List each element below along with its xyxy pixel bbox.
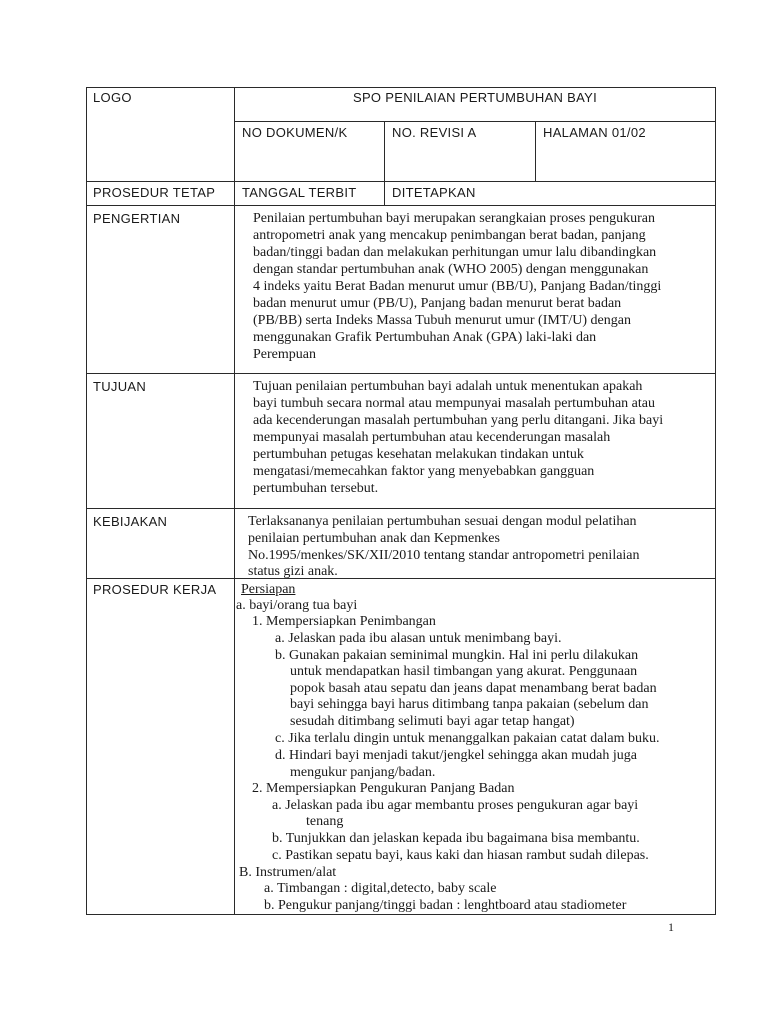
table-rule-title <box>234 121 716 122</box>
kebijakan-label: KEBIJAKAN <box>93 514 168 529</box>
list-item: b. Tunjukkan dan jelaskan kepada ibu bagaimana bisa membantu. <box>272 831 640 846</box>
list-item: d. Hindari bayi menjadi takut/jengkel sehingga akan mudah juga <box>275 748 637 763</box>
tujuan-line: pertumbuhan petugas kesehatan melakukan tindakan untuk <box>253 447 584 462</box>
persiapan-heading: Persiapan <box>241 582 296 597</box>
list-item: c. Jika terlalu dingin untuk menanggalkan pakaian catat dalam buku. <box>275 731 660 746</box>
prosedur-tetap-label: PROSEDUR TETAP <box>93 185 216 200</box>
table-rule-kebijakan <box>86 578 716 579</box>
list-item: B. Instrumen/alat <box>239 865 337 880</box>
list-item: a. Jelaskan pada ibu alasan untuk menimbang bayi. <box>275 631 562 646</box>
list-item: 2. Mempersiapkan Pengukuran Panjang Badan <box>252 781 515 796</box>
pengertian-label: PENGERTIAN <box>93 211 181 226</box>
document-title: SPO PENILAIAN PERTUMBUHAN BAYI <box>352 90 598 105</box>
tujuan-line: pertumbuhan tersebut. <box>253 481 379 496</box>
table-col-divider <box>234 87 235 915</box>
pengertian-line: badan menurut umur (PB/U), Panjang badan menurut berat badan <box>253 296 622 311</box>
page-number: 1 <box>668 920 674 934</box>
table-rule-tujuan <box>86 508 716 509</box>
pengertian-line: antropometri anak yang mencakup penimbangan berat badan, panjang <box>253 228 646 243</box>
no-dokumen-cell: NO DOKUMEN/K <box>242 125 348 140</box>
no-revisi-cell: NO. REVISI A <box>392 125 477 140</box>
list-item: tenang <box>306 814 344 829</box>
kebijakan-line: penilaian pertumbuhan anak dan Kepmenkes <box>248 531 500 546</box>
pengertian-line: Penilaian pertumbuhan bayi merupakan serangkaian proses pengukuran <box>253 211 655 226</box>
pengertian-line: badan/tinggi badan dan melakukan perhitungan umur lalu dibandingkan <box>253 245 657 260</box>
prosedur-kerja-label: PROSEDUR KERJA <box>93 582 217 597</box>
list-item: 1. Mempersiapkan Penimbangan <box>252 614 436 629</box>
tujuan-line: mengatasi/memecahkan faktor yang menyebabkan gangguan <box>253 464 595 479</box>
kebijakan-line: No.1995/menkes/SK/XII/2010 tentang standar antropometri penilaian <box>248 548 640 563</box>
kebijakan-line: Terlaksananya penilaian pertumbuhan sesuai dengan modul pelatihan <box>248 514 637 529</box>
table-border-left <box>86 87 87 915</box>
halaman-cell: HALAMAN 01/02 <box>543 125 646 140</box>
tujuan-line: bayi tumbuh secara normal atau mempunyai masalah pertumbuhan atau <box>253 396 655 411</box>
tujuan-label: TUJUAN <box>93 379 147 394</box>
list-item: b. Pengukur panjang/tinggi badan : lenghtboard atau stadiometer <box>264 898 627 913</box>
pengertian-line: (PB/BB) serta Indeks Massa Tubuh menurut umur (IMT/U) dengan <box>253 313 631 328</box>
logo-placeholder: LOGO <box>93 90 132 105</box>
list-item: mengukur panjang/badan. <box>290 765 436 780</box>
table-border-right <box>715 87 716 915</box>
list-item: popok basah atau sepatu dan jeans dapat menambang berat badan <box>290 681 657 696</box>
list-item: a. Timbangan : digital,detecto, baby scale <box>264 881 497 896</box>
table-border-top <box>86 87 716 88</box>
tujuan-line: Tujuan penilaian pertumbuhan bayi adalah untuk menentukan apakah <box>253 379 643 394</box>
kebijakan-line: status gizi anak. <box>248 564 338 579</box>
list-item: c. Pastikan sepatu bayi, kaus kaki dan hiasan rambut sudah dilepas. <box>272 848 649 863</box>
table-rule-prosedur-tetap <box>86 205 716 206</box>
list-item: sesudah ditimbang selimuti bayi agar tetap hangat) <box>290 714 575 729</box>
tujuan-line: mempunyai masalah pertumbuhan atau kecenderungan masalah <box>253 430 611 445</box>
table-header-divider-1 <box>384 121 385 206</box>
table-header-divider-2 <box>535 121 536 182</box>
table-border-bottom <box>86 914 716 915</box>
table-rule-pengertian <box>86 373 716 374</box>
tanggal-terbit-cell: TANGGAL TERBIT <box>242 185 357 200</box>
pengertian-line: 4 indeks yaitu Berat Badan menurut umur (BB/U), Panjang Badan/tinggi <box>253 279 662 294</box>
list-item: bayi sehingga bayi harus ditimbang tanpa pakaian (sebelum dan <box>290 697 649 712</box>
list-item: b. Gunakan pakaian seminimal mungkin. Hal ini perlu dilakukan <box>275 648 639 663</box>
list-item: a. bayi/orang tua bayi <box>236 598 358 613</box>
pengertian-line: menggunakan Grafik Pertumbuhan Anak (GPA) laki-laki dan <box>253 330 597 345</box>
pengertian-line: dengan standar pertumbuhan anak (WHO 2005) dengan menggunakan <box>253 262 649 277</box>
ditetapkan-cell: DITETAPKAN <box>392 185 476 200</box>
list-item: a. Jelaskan pada ibu agar membantu proses pengukuran agar bayi <box>272 798 639 813</box>
pengertian-line: Perempuan <box>253 347 316 362</box>
table-rule-header <box>86 181 716 182</box>
tujuan-line: ada kecenderungan masalah pertumbuhan yang perlu ditangani. Jika bayi <box>253 413 664 428</box>
list-item: untuk mendapatkan hasil timbangan yang akurat. Penggunaan <box>290 664 638 679</box>
